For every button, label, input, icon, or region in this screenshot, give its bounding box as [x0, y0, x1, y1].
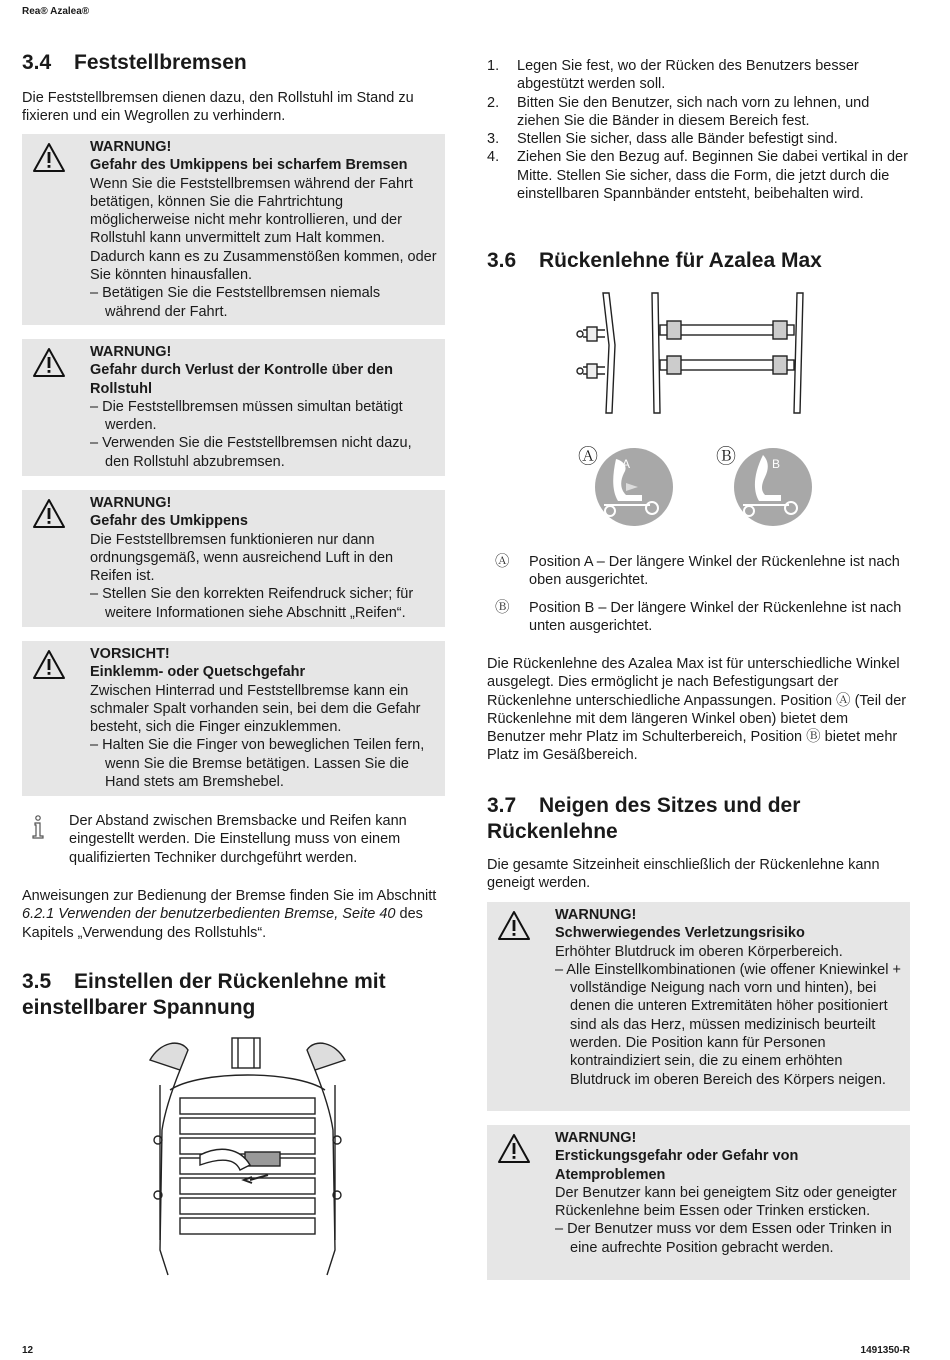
position-b-text: Position B – Der längere Winkel der Rückenlehne ist nach unten ausgerichtet.: [529, 600, 902, 635]
position-b-marker: Ⓑ: [495, 600, 510, 616]
step-number: 1.: [487, 58, 500, 74]
section-title: Einstellen der Rückenlehne mit einstellbarer Spannung: [22, 970, 386, 1019]
warning-label: WARNUNG!: [90, 139, 172, 155]
warning-box: [487, 902, 910, 1111]
figure-letter-a: A: [622, 457, 631, 471]
warning-triangle-icon: [497, 1133, 531, 1164]
step-text: Bitten Sie den Benutzer, sich nach vorn zu lehnen, und ziehen Sie die Bänder in diesem Bereich fest.: [517, 94, 870, 129]
warning-item: – Stellen Sie den korrekten Reifendruck sicher; für weitere Informationen siehe Abschnitt „Reifen“.: [90, 586, 414, 621]
list-item: [487, 148, 910, 203]
warning-triangle-icon: [32, 498, 66, 529]
steps-list: [487, 57, 910, 203]
position-b-description: [487, 599, 910, 636]
step-number: 3.: [487, 131, 500, 148]
section-heading-3-7: [487, 793, 910, 845]
warning-item: – Die Feststellbremsen müssen simultan betätigt werden.: [90, 398, 403, 434]
step-number: 2.: [487, 94, 500, 111]
info-note: Der Abstand zwischen Bremsbacke und Reifen kann eingestellt werden. Die Einstellung muss von einem qualifizierten Techniker durchgeführt werden.: [69, 813, 407, 866]
section-title: Rückenlehne für Azalea Max: [539, 249, 822, 272]
warning-label: WARNUNG!: [90, 344, 172, 360]
running-header: Rea® Azalea®: [22, 6, 90, 17]
warning-box: [22, 134, 445, 325]
position-a-text: Position A – Der längere Winkel der Rückenlehne ist nach oben ausgerichtet.: [529, 554, 900, 589]
step-text: Legen Sie fest, wo der Rücken des Benutzers besser abgestützt werden soll.: [517, 58, 859, 93]
warning-heading: Schwerwiegendes Verletzungsrisiko: [555, 925, 805, 942]
warning-item: – Betätigen Sie die Feststellbremsen niemals während der Fahrt.: [90, 285, 381, 320]
document-id: 1491350-R: [860, 1345, 910, 1356]
warning-heading: Gefahr durch Verlust der Kontrolle über den Rollstuhl: [90, 362, 393, 397]
section-number: 3.4: [22, 51, 52, 74]
position-a-figure: [594, 447, 674, 527]
warning-item: – Verwenden Sie die Feststellbremsen nicht dazu, den Rollstuhl abzubremsen.: [90, 435, 412, 470]
reference-paragraph: [22, 887, 445, 942]
warning-body: Der Benutzer kann bei geneigtem Sitz oder geneigter Rückenlehne beim Essen oder Trinken ersticken.: [555, 1184, 897, 1220]
list-item: [487, 57, 910, 94]
warning-triangle-icon: [32, 347, 66, 378]
warning-triangle-icon: [32, 142, 66, 173]
section-heading-3-5: [22, 969, 445, 1021]
caution-box: [22, 641, 445, 796]
caution-heading: Einklemm- oder Quetschgefahr: [90, 664, 306, 681]
reference-text: Anweisungen zur Bedienung der Bremse finden Sie im Abschnitt: [22, 888, 437, 904]
section-number: 3.7: [487, 794, 517, 817]
caution-label: VORSICHT!: [90, 646, 170, 662]
warning-label: WARNUNG!: [555, 907, 637, 923]
warning-triangle-icon: [497, 910, 531, 941]
azalea-max-paragraph: Die Rückenlehne des Azalea Max ist für unterschiedliche Winkel ausgelegt. Dies ermöglicht je nach Befestigungsart der Rückenlehne unterschiedliche Anpassungen. Position Ⓐ (Teil der Rückenlehne mit dem längeren Winkel oben) bietet dem Benutzer mehr Platz im Schulterbereich, Position Ⓑ bietet mehr Platz im Gesäßbereich.: [487, 656, 907, 764]
section-number: 3.6: [487, 249, 517, 272]
section-title: Neigen des Sitzes und der Rückenlehne: [487, 794, 801, 843]
warning-box: [22, 490, 445, 627]
figure-label-b: Ⓑ: [716, 446, 736, 468]
warning-heading: Gefahr des Umkippens: [90, 513, 248, 530]
section-title: Feststellbremsen: [74, 51, 247, 74]
step-number: 4.: [487, 149, 500, 166]
position-a-marker: Ⓐ: [495, 554, 510, 570]
intro-paragraph: Die gesamte Sitzeinheit einschließlich der Rückenlehne kann geneigt werden.: [487, 857, 880, 892]
backrest-frame-illustration: [575, 285, 820, 420]
warning-item: – Der Benutzer muss vor dem Essen oder Trinken in eine aufrechte Position gebracht werden.: [555, 1221, 892, 1256]
adjustable-backrest-illustration: [140, 1030, 355, 1280]
warning-triangle-icon: [32, 649, 66, 680]
position-a-description: [487, 553, 910, 590]
warning-heading: Gefahr des Umkippens bei scharfem Bremsen: [90, 157, 408, 174]
warning-item: – Alle Einstellkombinationen (wie offener Kniewinkel + vollständige Neigung nach vorn und hinten), bei denen die unteren Extremitäten höher positioniert sind als das Herz, müssen medizinisch beurteilt werden. Die Position kann für Personen kontraindiziert sein, die zu einem erhöhten Blutdruck im oberen Bereich des Körpers neigen.: [555, 961, 901, 1088]
warning-label: WARNUNG!: [90, 495, 172, 511]
warning-heading: Erstickungsgefahr oder Gefahr von Atemproblemen: [555, 1148, 799, 1183]
section-number: 3.5: [22, 970, 52, 993]
warning-box: [22, 339, 445, 476]
list-item: [487, 94, 910, 131]
warning-box: [487, 1125, 910, 1280]
cross-reference-link[interactable]: 6.2.1 Verwenden der benutzerbedienten Bremse, Seite 40: [22, 906, 396, 923]
list-item: [487, 130, 910, 148]
warning-body: Die Feststellbremsen funktionieren nur dann ordnungsgemäß, wenn ausreichend Luft in den Reifen ist.: [90, 531, 394, 585]
intro-paragraph: Die Feststellbremsen dienen dazu, den Rollstuhl im Stand zu fixieren und ein Wegrollen zu verhindern.: [22, 90, 414, 125]
section-heading-3-6: [487, 248, 822, 274]
warning-body: Wenn Sie die Feststellbremsen während der Fahrt betätigen, können Sie die Fahrtrichtung möglicherweise nicht mehr kontrollieren, und der Rollstuhl kann unvermittelt zum Halt kommen. Dadurch kann es zu Zusammenstößen kommen, oder Sie könnten hinausfallen.: [90, 175, 437, 284]
caution-body: Zwischen Hinterrad und Feststellbremse kann ein schmaler Spalt vorhanden sein, bei dem die Gefahr besteht, sich die Finger einzuklemmen.: [90, 682, 421, 736]
warning-body: Erhöhter Blutdruck im oberen Körperbereich.: [555, 943, 843, 960]
info-icon: [30, 815, 46, 839]
section-heading-3-4: [22, 50, 247, 76]
figure-label-a: Ⓐ: [578, 446, 598, 468]
step-text: Stellen Sie sicher, dass alle Bänder befestigt sind.: [517, 131, 838, 148]
step-text: Ziehen Sie den Bezug auf. Beginnen Sie dabei vertikal in der Mitte. Stellen Sie sicher, dass die Form, die jetzt durch die einstellbaren Spannbänder entsteht, beibehalten wird.: [517, 149, 908, 203]
caution-item: – Halten Sie die Finger von beweglichen Teilen fern, wenn Sie die Bremse betätigen. Lassen Sie die Hand stets am Bremshebel.: [90, 737, 425, 791]
warning-label: WARNUNG!: [555, 1130, 637, 1146]
figure-letter-b: B: [772, 457, 781, 471]
reference-text: des Kapitels „Verwendung des Rollstuhls“.: [22, 906, 423, 941]
page-number: 12: [22, 1345, 34, 1356]
